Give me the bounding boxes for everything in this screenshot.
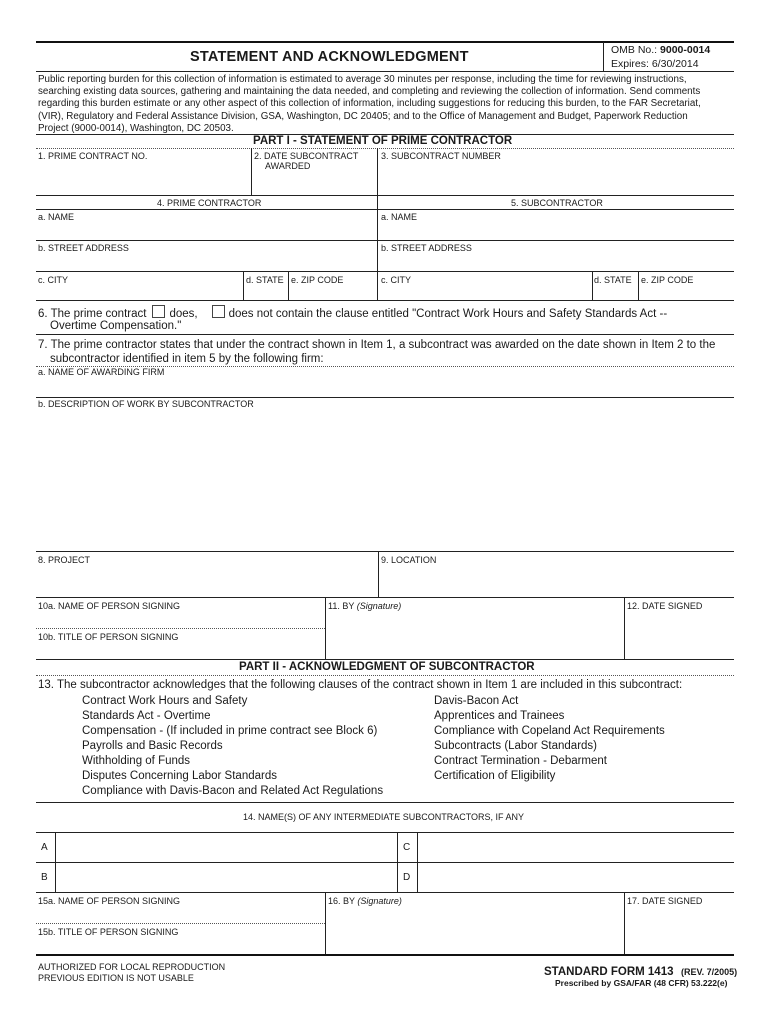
part1-bottom-rule — [36, 659, 734, 660]
location-label: 9. LOCATION — [381, 555, 437, 565]
sub-zip-label: e. ZIP CODE — [641, 275, 694, 285]
sub-street-field[interactable] — [381, 254, 731, 270]
header-bottom-rule — [36, 71, 734, 72]
date-subcontract-field[interactable] — [254, 173, 374, 192]
description-label: b. DESCRIPTION OF WORK BY SUBCONTRACTOR — [38, 399, 254, 409]
item7-text-a: 7. The prime contractor states that under the contract shown in Item 1, a subcontract was awarded on the date shown in Item 2 to the — [38, 339, 716, 351]
title-signing-label: 10b. TITLE OF PERSON SIGNING — [38, 632, 179, 642]
prime-name-label: a. NAME — [38, 212, 75, 222]
prime-zip-label: e. ZIP CODE — [291, 275, 344, 285]
row4-heading-rule — [36, 209, 734, 210]
prime-state-field[interactable] — [246, 286, 286, 299]
sub-signing-divider-b — [624, 892, 625, 954]
sub-signature-field[interactable] — [328, 908, 621, 952]
sub-street-label: b. STREET ADDRESS — [381, 243, 472, 253]
clause-item: Certification of Eligibility — [434, 770, 556, 782]
row-b-letter: B — [41, 872, 48, 883]
signature-label — [328, 601, 401, 612]
sub-name-signing-label: 15a. NAME OF PERSON SIGNING — [38, 896, 181, 906]
item6-rule — [36, 334, 734, 335]
sub-signature-label — [328, 896, 402, 907]
date-signed-field[interactable] — [627, 613, 731, 657]
intermediate-sub-b-field[interactable] — [58, 865, 394, 890]
date-signed-label: 12. DATE SIGNED — [627, 601, 703, 611]
clause-item: Compliance with Copeland Act Requirements — [434, 725, 665, 737]
name-title-rule — [36, 628, 325, 629]
signature-field[interactable] — [328, 613, 621, 657]
prime-street-label: b. STREET ADDRESS — [38, 243, 129, 253]
location-field[interactable] — [381, 567, 731, 595]
awarding-firm-label: a. NAME OF AWARDING FIRM — [38, 367, 165, 377]
item14-mid-rule — [36, 862, 734, 863]
burden-line: (VIR), Regulatory and Federal Assistance Division, GSA, Washington, DC 20405; and to the Office of Management and Budget, Paperwork Reduction — [38, 110, 688, 122]
clause-item: Subcontracts (Labor Standards) — [434, 740, 598, 752]
name-rule — [36, 240, 734, 241]
clause-item: Compensation - (If included in prime contract see Block 6) — [82, 725, 378, 737]
prime-contract-no-label: 1. PRIME CONTRACT NO. — [38, 151, 148, 161]
form-revision: (REV. 7/2005) — [680, 967, 738, 977]
clause-item: Standards Act - Overtime — [82, 710, 211, 722]
clause-item: Withholding of Funds — [82, 755, 191, 767]
awarding-firm-rule — [36, 397, 734, 398]
sub-city-field[interactable] — [381, 286, 589, 299]
col-divider-45 — [377, 195, 378, 300]
subcontract-number-label: 3. SUBCONTRACT NUMBER — [381, 151, 501, 161]
signature-num: 11. BY — [328, 601, 355, 611]
prime-state-divider — [243, 271, 244, 300]
sub-city-label: c. CITY — [381, 275, 412, 285]
subcontractor-heading: 5. SUBCONTRACTOR — [511, 198, 603, 208]
prime-contract-no-field[interactable] — [38, 164, 248, 192]
previous-edition-note: PREVIOUS EDITION IS NOT USABLE — [38, 973, 194, 983]
project-field[interactable] — [38, 567, 375, 595]
sub-signing-divider-a — [325, 892, 326, 954]
intermediate-sub-c-field[interactable] — [420, 835, 731, 860]
clauses-bottom-rule — [36, 802, 734, 803]
prime-city-field[interactable] — [38, 286, 240, 299]
clauses-right — [434, 694, 665, 784]
item14-top-rule — [36, 832, 734, 833]
prime-zip-field[interactable] — [291, 286, 375, 299]
item14-bottom-rule — [36, 892, 734, 893]
sub-zip-field[interactable] — [641, 286, 731, 299]
part1-title-rule — [36, 148, 734, 149]
sub-name-title-rule — [36, 923, 325, 924]
title-signing-field[interactable] — [38, 644, 322, 658]
sub-name-field[interactable] — [381, 223, 731, 239]
prime-street-field[interactable] — [38, 254, 374, 270]
clause-item: Contract Work Hours and Safety — [82, 695, 248, 707]
burden-statement — [38, 74, 701, 135]
row1-divider-b — [377, 148, 378, 195]
burden-line: searching existing data sources, gathering and maintaining the data needed, and completing and reviewing the collection of information. Send comments — [38, 86, 701, 98]
part2-title: PART II - ACKNOWLEDGMENT OF SUBCONTRACTOR — [239, 661, 535, 673]
item6-text-a: 6. The prime contract — [38, 308, 147, 320]
does-checkbox[interactable] — [152, 305, 165, 318]
project-bottom-rule — [36, 597, 734, 598]
clause-item: Disputes Concerning Labor Standards — [82, 770, 277, 782]
awarding-firm-field[interactable] — [38, 379, 731, 395]
sub-date-signed-label: 17. DATE SIGNED — [627, 896, 703, 906]
header-divider — [603, 42, 604, 72]
subcontract-number-field[interactable] — [381, 164, 731, 192]
intermediate-subs-label: 14. NAME(S) OF ANY INTERMEDIATE SUBCONTRACTORS, IF ANY — [243, 812, 525, 822]
sub-title-signing-label: 15b. TITLE OF PERSON SIGNING — [38, 927, 179, 937]
clause-item: Payrolls and Basic Records — [82, 740, 223, 752]
date-subcontract-label-2: AWARDED — [265, 161, 311, 171]
burden-line: Project (9000-0014), Washington, DC 20503. — [38, 122, 234, 134]
part1-title: PART I - STATEMENT OF PRIME CONTRACTOR — [253, 135, 513, 147]
omb-label: OMB No.: — [611, 44, 658, 56]
form-name: STANDARD FORM 1413 — [544, 966, 674, 978]
signature-hint: (Signature) — [356, 601, 402, 611]
name-signing-field[interactable] — [38, 613, 322, 627]
clause-item: Apprentices and Trainees — [434, 710, 565, 722]
burden-line: regarding this burden estimate or any other aspect of this collection of information, including suggestions for reducing this burden, to the FAR Secretariat, — [38, 98, 701, 110]
prime-state-label: d. STATE — [246, 275, 284, 285]
row-d-letter: D — [403, 872, 411, 883]
omb-value: 9000-0014 — [660, 44, 711, 56]
sub-name-label: a. NAME — [381, 212, 418, 222]
item6-does-label: does, — [169, 308, 198, 320]
item6-text-b: does not contain the clause entitled "Contract Work Hours and Safety Standards Act -- — [228, 308, 668, 320]
prime-name-field[interactable] — [38, 223, 374, 239]
sub-zip-divider — [638, 271, 639, 300]
city-rule — [36, 300, 734, 301]
prime-contractor-heading: 4. PRIME CONTRACTOR — [157, 198, 262, 208]
expiration-date: Expires: 6/30/2014 — [611, 58, 699, 70]
sub-signature-hint: (Signature) — [357, 896, 402, 906]
clause-item: Compliance with Davis-Bacon and Related Act Regulations — [82, 785, 384, 797]
street-rule — [36, 271, 734, 272]
burden-line: Public reporting burden for this collection of information is estimated to average 30 minutes per response, including the time for reviewing instructions, — [38, 74, 687, 85]
omb-number — [611, 44, 710, 56]
signing-divider-b — [624, 597, 625, 659]
prime-zip-divider — [288, 271, 289, 300]
part2-title-rule — [36, 675, 734, 676]
sub-state-divider — [592, 271, 593, 300]
sub-state-field[interactable] — [594, 286, 636, 299]
clauses-left — [82, 694, 383, 799]
name-signing-label: 10a. NAME OF PERSON SIGNING — [38, 601, 181, 611]
sub-state-label: d. STATE — [594, 275, 632, 285]
description-field[interactable] — [38, 412, 731, 549]
does-not-checkbox[interactable] — [212, 305, 225, 318]
date-subcontract-label: 2. DATE SUBCONTRACT — [254, 151, 359, 161]
clause-item: Davis-Bacon Act — [434, 695, 519, 707]
local-reproduction-note: AUTHORIZED FOR LOCAL REPRODUCTION — [38, 962, 226, 972]
sub-date-signed-field[interactable] — [627, 908, 731, 952]
intermediate-sub-a-field[interactable] — [58, 835, 394, 860]
row1-divider-a — [251, 148, 252, 195]
prime-city-label: c. CITY — [38, 275, 69, 285]
sub-name-signing-field[interactable] — [38, 908, 322, 922]
intermediate-sub-d-field[interactable] — [420, 865, 731, 890]
row-a-letter: A — [41, 842, 48, 853]
row-c-letter: C — [403, 842, 411, 853]
item6-text-c: Overtime Compensation." — [50, 320, 182, 332]
prescribed-by: Prescribed by GSA/FAR (48 CFR) 53.222(e) — [555, 978, 728, 988]
project-location-divider — [378, 551, 379, 597]
form-title: STATEMENT AND ACKNOWLEDGMENT — [190, 49, 469, 65]
form-bottom-rule — [36, 954, 734, 956]
clause-item: Contract Termination - Debarment — [434, 755, 607, 767]
signing-divider-a — [325, 597, 326, 659]
sub-signature-num: 16. BY — [328, 896, 355, 906]
project-label: 8. PROJECT — [38, 555, 91, 565]
row1-bottom-rule — [36, 195, 734, 196]
top-rule — [36, 41, 734, 43]
item13-text: 13. The subcontractor acknowledges that the following clauses of the contract shown in Item 1 are included in this subcontract: — [38, 679, 683, 691]
project-top-rule — [36, 551, 734, 552]
sub-title-signing-field[interactable] — [38, 939, 322, 953]
item7-text-b: subcontractor identified in item 5 by the following firm: — [50, 353, 324, 365]
